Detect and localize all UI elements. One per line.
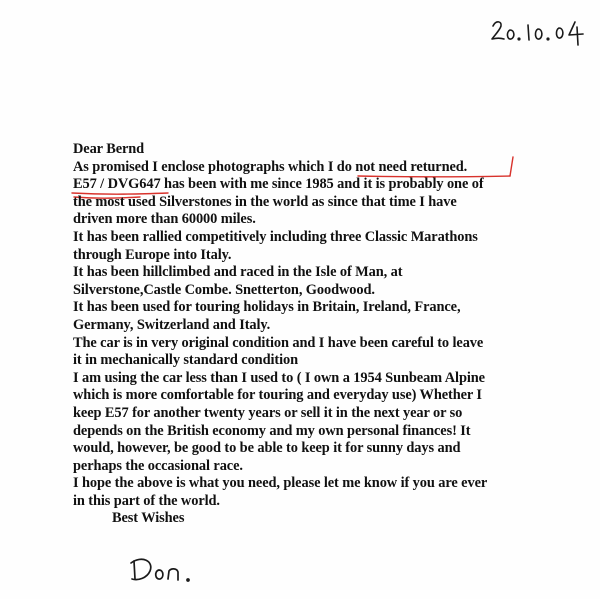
closing: Best Wishes <box>112 510 185 527</box>
body-line: which is more comfortable for touring and everyday use) Whether I <box>73 387 482 404</box>
letter-body <box>73 141 593 528</box>
body-line: in this part of the world. <box>73 492 220 509</box>
body-line <box>73 159 593 177</box>
handwritten-signature <box>128 553 218 591</box>
body-line: keep E57 for another twenty years or sell it in the next year or so <box>73 404 463 421</box>
body-line: Silverstone,Castle Combe. Snetterton, Goodwood. <box>73 281 375 298</box>
body-line: It has been hillclimbed and raced in the Isle of Man, at <box>73 264 403 281</box>
body-line: It has been rallied competitively including three Classic Marathons <box>73 228 478 245</box>
body-line: it in mechanically standard condition <box>73 352 298 369</box>
body-line: The car is in very original condition and I have been careful to leave <box>73 334 484 351</box>
body-line: I am using the car less than I used to ( I own a 1954 Sunbeam Alpine <box>73 369 485 386</box>
highlighted-text-car-id: E57 / DVG647 <box>73 176 161 193</box>
body-line <box>73 176 593 194</box>
signature-handwriting <box>128 553 218 591</box>
body-line: through Europe into Italy. <box>73 246 232 263</box>
body-text: has been with me since 1985 and it is probably one of <box>160 176 484 193</box>
date-handwriting <box>488 12 594 52</box>
body-line: the most used Silverstones in the world as since that time I have <box>73 193 457 210</box>
body-line: driven more than 60000 miles. <box>73 211 256 228</box>
body-line: I hope the above is what you need, please let me know if you are ever <box>73 475 488 492</box>
body-text: As promised I enclose photographs which <box>73 158 328 175</box>
body-line: depends on the British economy and my own personal finances! It <box>73 422 471 439</box>
body-line: It has been used for touring holidays in Britain, Ireland, France, <box>73 299 461 316</box>
handwritten-date <box>488 12 594 52</box>
highlighted-text-returned: I do not need returned. <box>327 158 468 175</box>
body-line: perhaps the occasional race. <box>73 457 243 474</box>
body-line: would, however, be good to be able to keep it for sunny days and <box>73 440 461 457</box>
body-line: Germany, Switzerland and Italy. <box>73 316 271 333</box>
salutation: Dear Bernd <box>73 141 145 157</box>
